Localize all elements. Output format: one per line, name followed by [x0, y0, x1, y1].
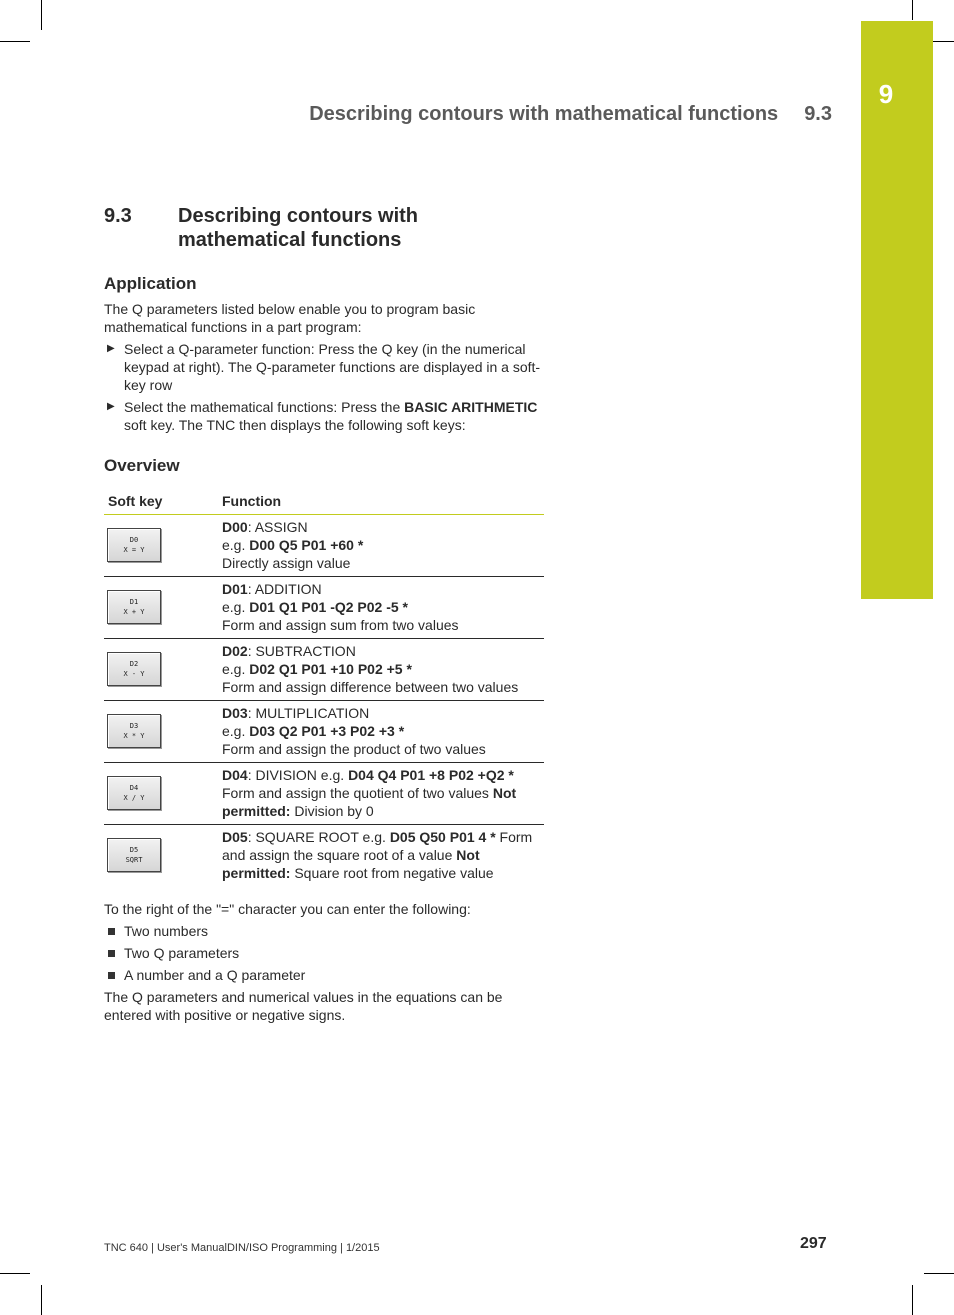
function-code: D04	[222, 767, 248, 783]
softkey-formula: SQRT	[125, 856, 143, 864]
function-example: D03 Q2 P01 +3 P02 +3 *	[249, 723, 405, 739]
example-prefix: e.g.	[222, 723, 250, 739]
example-prefix: e.g.	[222, 661, 250, 677]
function-example: D01 Q1 P01 -Q2 P02 -5 *	[249, 599, 409, 615]
softkey-label: D0	[129, 536, 139, 544]
softkey-formula: X = Y	[123, 546, 145, 554]
triangle-bullet-icon: ▶	[107, 401, 115, 412]
softkey-formula: X - Y	[123, 670, 145, 678]
softkey-cell	[104, 639, 218, 701]
function-cell	[218, 825, 544, 887]
application-heading: Application	[104, 274, 197, 293]
softkey-d0-button[interactable]	[107, 528, 161, 562]
list-item	[104, 944, 544, 962]
softkey-label: D5	[129, 846, 139, 854]
table-header-row	[104, 488, 544, 515]
not-permitted-text: Division by 0	[290, 803, 374, 819]
section-title: Describing contours with mathematical functions	[178, 205, 419, 251]
crop-mark	[0, 41, 30, 42]
softkey-cell	[104, 577, 218, 639]
softkey-label: D2	[129, 660, 139, 668]
main-content	[104, 204, 544, 1024]
function-cell	[218, 701, 544, 763]
function-code: D05	[222, 829, 248, 845]
step-text-after: soft key. The TNC then displays the following soft keys:	[124, 417, 466, 433]
list-item-text: Two numbers	[124, 923, 209, 939]
column-header-softkey: Soft key	[104, 488, 218, 515]
step-text: Select a Q-parameter function: Press the Q key (in the numerical keypad at right). The Q-parameter functions are displayed in a soft-key row	[124, 341, 541, 393]
column-header-function: Function	[218, 488, 544, 515]
softkey-label: D3	[129, 722, 139, 730]
function-name: : ADDITION	[247, 581, 322, 597]
closing-paragraph: The Q parameters and numerical values in the equations can be entered with positive or negative signs.	[104, 989, 503, 1023]
function-description: Directly assign value	[222, 555, 351, 571]
list-item-text: A number and a Q parameter	[124, 967, 306, 983]
function-example: D00 Q5 P01 +60 *	[249, 537, 364, 553]
square-bullet-icon	[108, 972, 115, 979]
square-bullet-icon	[108, 950, 115, 957]
chapter-tab	[861, 21, 933, 599]
function-cell	[218, 577, 544, 639]
square-bullet-icon	[108, 928, 115, 935]
function-example: D04 Q4 P01 +8 P02 +Q2 *	[348, 767, 514, 783]
function-code: D03	[222, 705, 248, 721]
function-description: Form and assign sum from two values	[222, 617, 459, 633]
application-intro: The Q parameters listed below enable you to program basic mathematical functions in a part program:	[104, 301, 476, 335]
step-list	[104, 340, 544, 434]
crop-mark	[0, 1273, 30, 1274]
page-number: 297	[800, 1235, 827, 1252]
table-row	[104, 825, 544, 887]
footer-text: TNC 640 | User's ManualDIN/ISO Programming | 1/2015	[104, 1242, 380, 1254]
softkey-d5-button[interactable]	[107, 838, 161, 872]
function-name: : MULTIPLICATION	[247, 705, 370, 721]
function-cell	[218, 515, 544, 577]
step-item	[104, 340, 544, 394]
crop-mark	[912, 1285, 913, 1315]
function-code: D02	[222, 643, 248, 659]
chapter-number: 9	[878, 79, 894, 109]
table-row	[104, 639, 544, 701]
function-description: Form and assign the quotient of two values	[222, 785, 493, 801]
function-name: : DIVISION e.g.	[247, 767, 349, 783]
table-row	[104, 515, 544, 577]
table-row	[104, 701, 544, 763]
crop-mark	[41, 0, 42, 30]
function-description: Form and assign the product of two values	[222, 741, 486, 757]
softkey-cell	[104, 701, 218, 763]
running-head-number: 9.3	[804, 103, 832, 125]
softkey-formula: X + Y	[123, 608, 145, 616]
not-permitted-text: Square root from negative value	[290, 865, 494, 881]
running-head-title: Describing contours with mathematical functions	[309, 103, 779, 125]
crop-mark	[912, 0, 913, 20]
overview-heading: Overview	[104, 456, 180, 475]
overview-table	[104, 488, 544, 886]
input-options-intro: To the right of the "=" character you can enter the following:	[104, 901, 471, 917]
table-row	[104, 577, 544, 639]
example-prefix: e.g.	[222, 537, 250, 553]
softkey-cell	[104, 763, 218, 825]
section-number: 9.3	[104, 205, 132, 227]
list-item	[104, 966, 544, 984]
softkey-d2-button[interactable]	[107, 652, 161, 686]
softkey-cell	[104, 825, 218, 887]
softkey-d4-button[interactable]	[107, 776, 161, 810]
softkey-label: D4	[129, 784, 139, 792]
not-permitted-label: Not permitted:	[222, 785, 517, 819]
softkey-formula: X * Y	[123, 732, 145, 740]
softkey-formula: X / Y	[123, 794, 145, 802]
function-description: Form and assign difference between two values	[222, 679, 519, 695]
crop-mark	[41, 1285, 42, 1315]
function-code: D01	[222, 581, 248, 597]
example-prefix: e.g.	[222, 599, 250, 615]
table-row	[104, 763, 544, 825]
function-description: Form and assign the square root of a value	[222, 829, 533, 863]
crop-mark	[924, 1273, 954, 1274]
step-text-before: Select the mathematical functions: Press the	[124, 399, 405, 415]
function-example: D05 Q50 P01 4 *	[389, 829, 496, 845]
section-heading	[104, 204, 544, 252]
function-name: : ASSIGN	[247, 519, 308, 535]
softkey-label: D1	[129, 598, 139, 606]
triangle-bullet-icon: ▶	[107, 343, 115, 354]
running-head	[309, 103, 832, 126]
step-item	[104, 398, 544, 434]
softkey-d3-button[interactable]	[107, 714, 161, 748]
list-item	[104, 922, 544, 940]
softkey-reference: BASIC ARITHMETIC	[404, 399, 538, 415]
function-code: D00	[222, 519, 248, 535]
function-example: D02 Q1 P01 +10 P02 +5 *	[249, 661, 412, 677]
function-name: : SQUARE ROOT e.g.	[247, 829, 390, 845]
function-cell	[218, 639, 544, 701]
softkey-d1-button[interactable]	[107, 590, 161, 624]
function-name: : SUBTRACTION	[247, 643, 356, 659]
list-item-text: Two Q parameters	[124, 945, 240, 961]
function-cell	[218, 763, 544, 825]
softkey-cell	[104, 515, 218, 577]
not-permitted-label: Not permitted:	[222, 847, 480, 881]
input-options-list	[104, 922, 544, 984]
